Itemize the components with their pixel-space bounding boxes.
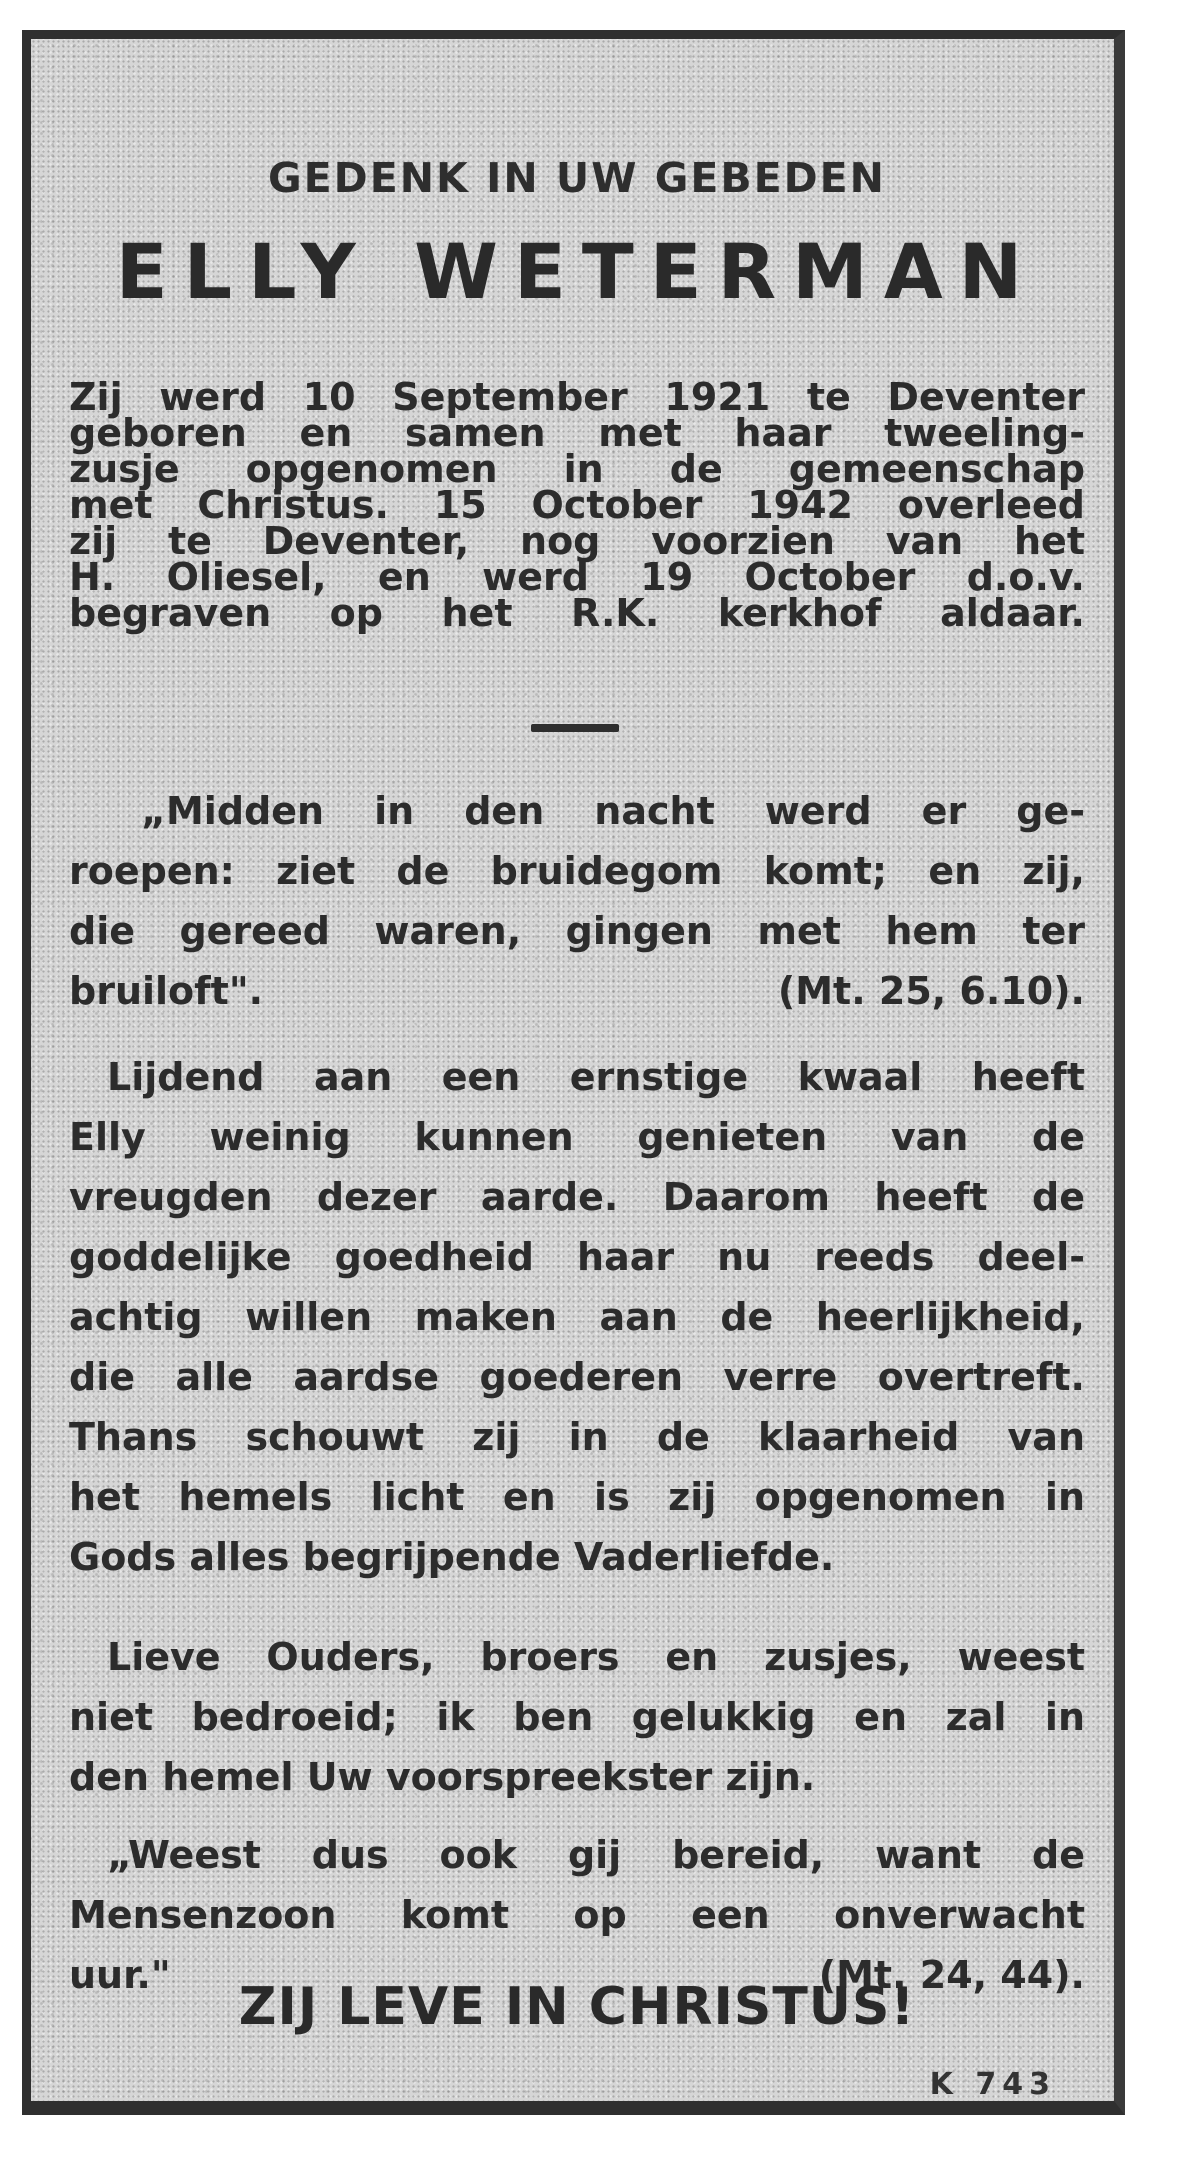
card-heading: GEDENK IN UW GEBEDEN [268, 154, 886, 202]
biography-line: H. Oliesel, en werd 19 October d.o.v. [69, 555, 1085, 599]
biography-line: begraven op het R.K. kerkhof aldaar. [69, 591, 1085, 635]
paragraph-line: goddelijke goedheid haar nu reeds deel- [69, 1235, 1085, 1279]
scripture-reference: (Mt. 24, 44). [818, 1953, 1085, 1997]
paragraph-line: achtig willen maken aan de heerlijkheid, [69, 1295, 1085, 1339]
quote-line-end: uur." [69, 1953, 171, 1997]
quote-line: Mensenzoon komt op een onverwacht [69, 1893, 1085, 1937]
parents-paragraph [69, 1627, 1085, 1807]
biography-line: met Christus. 15 October 1942 overleed [69, 483, 1085, 527]
memorial-card [22, 30, 1125, 2115]
paragraph-line: Lijdend aan een ernstige kwaal heeft [107, 1055, 1085, 1099]
suffering-paragraph [69, 1047, 1085, 1587]
printer-code: K 743 [929, 2067, 1056, 2102]
paragraph-line: Elly weinig kunnen genieten van de [69, 1115, 1085, 1159]
quote-line: die gereed waren, gingen met hem ter [69, 909, 1085, 953]
paragraph-line: Lieve Ouders, broers en zusjes, weest [107, 1635, 1085, 1679]
scripture-reference: (Mt. 25, 6.10). [777, 969, 1085, 1013]
scripture-quote-1 [69, 781, 1085, 1021]
biography-line: Zij werd 10 September 1921 te Deventer [69, 375, 1085, 419]
section-divider [531, 724, 619, 732]
paragraph-line: Thans schouwt zij in de klaarheid van [69, 1415, 1085, 1459]
paragraph-line: Gods alles begrijpende Vaderliefde. [69, 1535, 835, 1579]
biography-line: geboren en samen met haar tweeling- [69, 411, 1085, 455]
biography-line: zusje opgenomen in de gemeenschap [69, 447, 1085, 491]
paragraph-line: die alle aardse goederen verre overtreft. [69, 1355, 1085, 1399]
quote-last-line [69, 961, 1085, 1021]
deceased-name: ELLY WETERMAN [115, 227, 1039, 316]
closing-line: ZIJ LEVE IN CHRISTUS! [238, 1977, 916, 2037]
paragraph-line: niet bedroeid; ik ben gelukkig en zal in [69, 1695, 1085, 1739]
quote-line: roepen: ziet de bruidegom komt; en zij, [69, 849, 1085, 893]
quote-line-end: bruiloft". [69, 969, 264, 1013]
quote-line: „Weest dus ook gij bereid, want de [107, 1833, 1085, 1877]
quote-line: „Midden in den nacht werd er ge- [141, 789, 1085, 833]
biography-line: zij te Deventer, nog voorzien van het [69, 519, 1085, 563]
paragraph-line: het hemels licht en is zij opgenomen in [69, 1475, 1085, 1519]
biography-paragraph [69, 375, 1085, 635]
paragraph-line: vreugden dezer aarde. Daarom heeft de [69, 1175, 1085, 1219]
paragraph-line: den hemel Uw voorspreekster zijn. [69, 1755, 816, 1799]
